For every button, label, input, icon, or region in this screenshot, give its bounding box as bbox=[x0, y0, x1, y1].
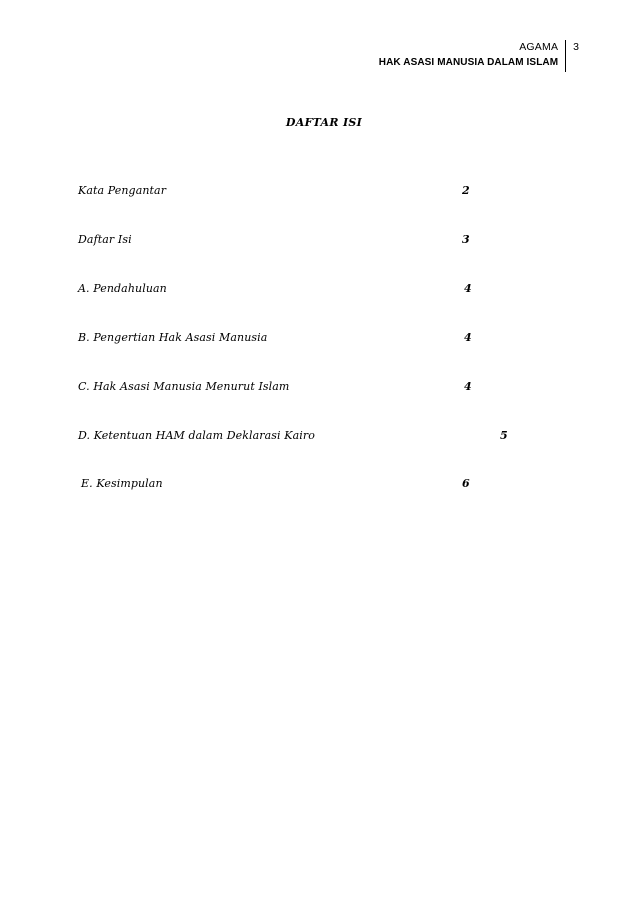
toc-entry-label: D. Ketentuan HAM dalam Deklarasi Kairo bbox=[78, 429, 315, 442]
table-of-contents bbox=[0, 183, 638, 583]
toc-entry-deklarasi-kairo bbox=[0, 428, 638, 444]
toc-entry-label: Kata Pengantar bbox=[78, 184, 167, 197]
toc-entry-label: A. Pendahuluan bbox=[78, 282, 167, 295]
toc-entry-label: B. Pengertian Hak Asasi Manusia bbox=[78, 331, 268, 344]
page-number: 3 bbox=[573, 41, 579, 53]
toc-entry-pengertian-ham bbox=[0, 330, 638, 346]
toc-entry-page: 4 bbox=[464, 331, 472, 344]
toc-entry-page: 6 bbox=[462, 477, 470, 490]
toc-entry-kesimpulan bbox=[0, 476, 638, 492]
toc-entry-page: 3 bbox=[462, 233, 470, 246]
toc-entry-label: C. Hak Asasi Manusia Menurut Islam bbox=[78, 380, 290, 393]
header-text-block bbox=[379, 40, 566, 72]
toc-entry-page: 2 bbox=[462, 184, 470, 197]
toc-entry-page: 4 bbox=[464, 380, 472, 393]
header-title: HAK ASASI MANUSIA DALAM ISLAM bbox=[378, 57, 559, 68]
header-subject: AGAMA bbox=[519, 41, 559, 53]
toc-entry-label: Daftar Isi bbox=[78, 233, 132, 246]
running-header bbox=[379, 40, 579, 72]
toc-entry-kata-pengantar bbox=[0, 183, 638, 199]
toc-entry-label: E. Kesimpulan bbox=[81, 477, 163, 490]
toc-entry-pendahuluan bbox=[0, 281, 638, 297]
toc-entry-ham-menurut-islam bbox=[0, 379, 638, 395]
toc-entry-page: 4 bbox=[464, 282, 472, 295]
toc-entry-page: 5 bbox=[500, 429, 508, 442]
toc-entry-daftar-isi bbox=[0, 232, 638, 248]
toc-heading: DAFTAR ISI bbox=[285, 116, 363, 129]
